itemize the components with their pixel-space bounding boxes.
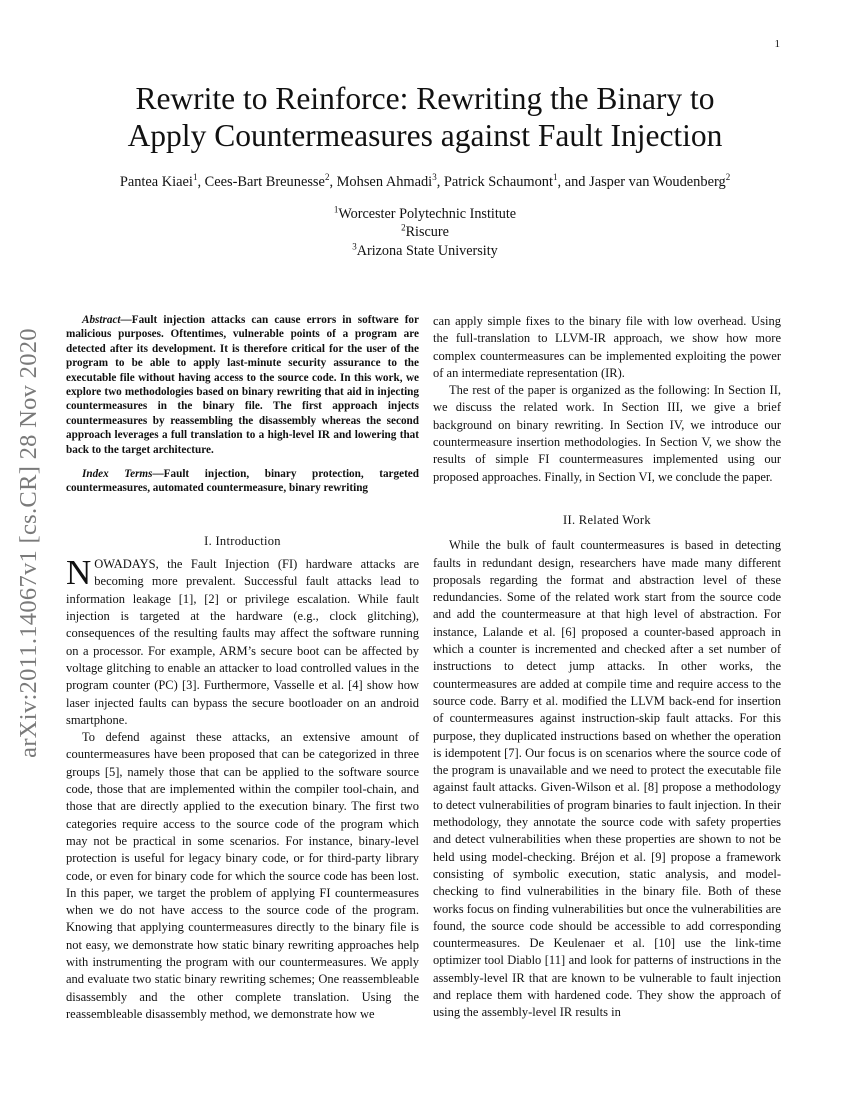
arxiv-sidebar-stamp: [8, 285, 50, 800]
affiliation-mark: 1: [333, 204, 339, 215]
arxiv-identifier: arXiv:2011.14067v1 [cs.CR] 28 Nov 2020: [15, 327, 42, 758]
page-number: 1: [774, 38, 780, 50]
abstract: [66, 313, 419, 496]
affiliation-name: Arizona State University: [356, 242, 498, 259]
right-column: [433, 313, 781, 1022]
author-separator: ,: [197, 174, 205, 190]
abstract-paragraph: [66, 313, 419, 457]
abstract-label: Abstract: [82, 314, 121, 326]
section-heading-related-work: II. Related Work: [563, 512, 651, 527]
affiliation-mark: 2: [401, 222, 406, 233]
drop-cap: N: [66, 553, 92, 593]
affiliation-list: [50, 205, 800, 260]
author: Jasper van Woudenberg: [589, 174, 726, 190]
index-terms: [66, 467, 419, 496]
affiliation-name: Riscure: [405, 224, 449, 241]
title-line-2: Apply Countermeasures against Fault Injection: [127, 118, 723, 153]
affiliation: [50, 205, 800, 223]
affiliation-name: Worcester Polytechnic Institute: [338, 206, 517, 222]
affiliation: [50, 223, 800, 241]
author-affiliation-mark: 2: [725, 172, 731, 183]
left-column: [66, 313, 419, 1023]
author-affiliation-mark: 1: [553, 172, 558, 183]
author-list: [50, 174, 800, 191]
author-separator: ,: [329, 174, 337, 190]
index-terms-label: Index Terms: [82, 468, 153, 481]
author: Cees-Bart Breunesse: [204, 174, 325, 190]
author-separator: , and: [557, 174, 590, 190]
related-work-paragraph-1: While the bulk of fault countermeasures is based in detecting faults in redundant design, researchers have made many different proposals regarding the format and abstraction level of these redundancies. Some of the related work start from the source code and add the countermeasure at that high level of abstraction. For instance, Lalande et al. [6] proposed a counter-based approach in which a counter is incremented and checked after a set number of instructions to detect jump attacks. In other works, the countermeasures are added at compile time and require access to the source code. Barry et al. modified the LLVM back-end for insertion of countermeasures against instruction-skip fault attacks. For this purpose, they duplicated instructions based on whether the operation is idempotent [7]. Our focus is on scenarios where the source code of the program is unavailable and we need to protect the executable file against fault attacks. Given-Wilson et al. [8] propose a methodology to detect vulnerabilities of program binaries to fault injection. In their methodology, they annotate the source code with safety properties and detect vulnerabilities when these properties are shown to not be held using model-checking. Bréjon et al. [9] propose a framework consisting of symbolic execution, static analysis, and model-checking to find vulnerabilities in the binary file. Both of these works focus on finding vulnerabilities but once the vulnerabilities are found, the source code should be accessible to add corresponding countermeasures. De Keulenaer et al. [10] use the link-time optimizer tool Diablo [11] and look for patterns of instructions in the assembly-level IR that are known to be vulnerable to fault injection and replace them with hardened code. They show the approach of using the assembly-level IR results in: [433, 538, 781, 1020]
title-line-1: Rewrite to Reinforce: Rewriting the Binary to: [135, 81, 715, 116]
author-affiliation-mark: 2: [324, 172, 330, 183]
affiliation-mark: 3: [352, 240, 357, 251]
index-terms-text: —Fault injection, binary protection, targeted countermeasures, automated countermeasure, binary rewriting: [66, 468, 419, 495]
intro-paragraph-4: The rest of the paper is organized as the following: In Section II, we discuss the related work. In Section III, we give a brief background on binary rewriting. In Section IV, we introduce our countermeasure insertion methodologies. In Section V, we show the results of simple FI countermeasures implemented using our proposed approaches. Finally, in Section VI, we conclude the paper.: [433, 383, 781, 484]
author: Mohsen Ahmadi: [336, 174, 433, 190]
author-separator: ,: [436, 174, 444, 190]
intro-paragraph-1-text: OWADAYS, the Fault Injection (FI) hardware attacks are becoming more prevalent. Successful fault attacks lead to information leakage [1], [2] or privilege escalation. While fault injection is targeted at the hardware (e.g., clock glitching), consequences of the resulting faults may affect the software running on a processor. For example, ARM’s secure boot can be affected by voltage glitching to enable an attacker to load controlled values in the program counter (PC) [3]. Furthermore, Vasselle et al. [4] show how laser injected faults can bypass the secure bootloader on an android smartphone.: [66, 557, 419, 727]
author: Pantea Kiaei: [119, 174, 193, 190]
abstract-text: —Fault injection attacks can cause errors in software for malicious purposes. Oftentimes, vulnerable points of a program are detected after its development. It is therefore critical for the user of the program to be able to apply last-minute security assurance to the executable file without having access to the source code. In this work, we explore two methodologies based on binary rewriting that aid in injecting countermeasures in the binary file. The first approach injects countermeasures by reassembling the disassembly whereas the second approach leverages a full translation to a high-level IR and lowering that back to the target architecture.: [66, 314, 419, 456]
author: Patrick Schaumont: [443, 174, 554, 190]
affiliation: [50, 242, 800, 260]
intro-paragraph-3: can apply simple fixes to the binary file with low overhead. Using the full-translation to LLVM-IR approach, we show how more complex countermeasures can be implemented exploiting the power of an intermediate representation (IR).: [433, 314, 781, 380]
intro-paragraph-2: To defend against these attacks, an extensive amount of countermeasures have been proposed that can be categorized in three groups [5], namely those that can be applied to the software source code, those that are implemented within the compiler tool-chain, and those that are directly applied to the execution binary. The first two categories require access to the source code of the program which may not be practical in some scenarios. For instance, binary-level protection is useful for legacy binary code, or for third-party library code, or even for binary code for which the source code has been lost. In this paper, we target the problem of applying FI countermeasures when we do not have access to the source code of the program. Knowing that applying countermeasures directly to the binary file is not easy, we demonstrate how static binary rewriting approaches help with instrumenting the program with our countermeasures. We apply and evaluate two static binary rewriting schemes; One reassembleable disassembly and the other complete translation. Using the reassembleable disassembly method, we demonstrate how we: [66, 730, 419, 1021]
intro-paragraph-1: [66, 553, 419, 729]
author-affiliation-mark: 3: [432, 172, 437, 183]
section-heading-introduction: I. Introduction: [204, 533, 281, 548]
author-affiliation-mark: 1: [192, 172, 198, 183]
paper-title: [60, 80, 790, 154]
